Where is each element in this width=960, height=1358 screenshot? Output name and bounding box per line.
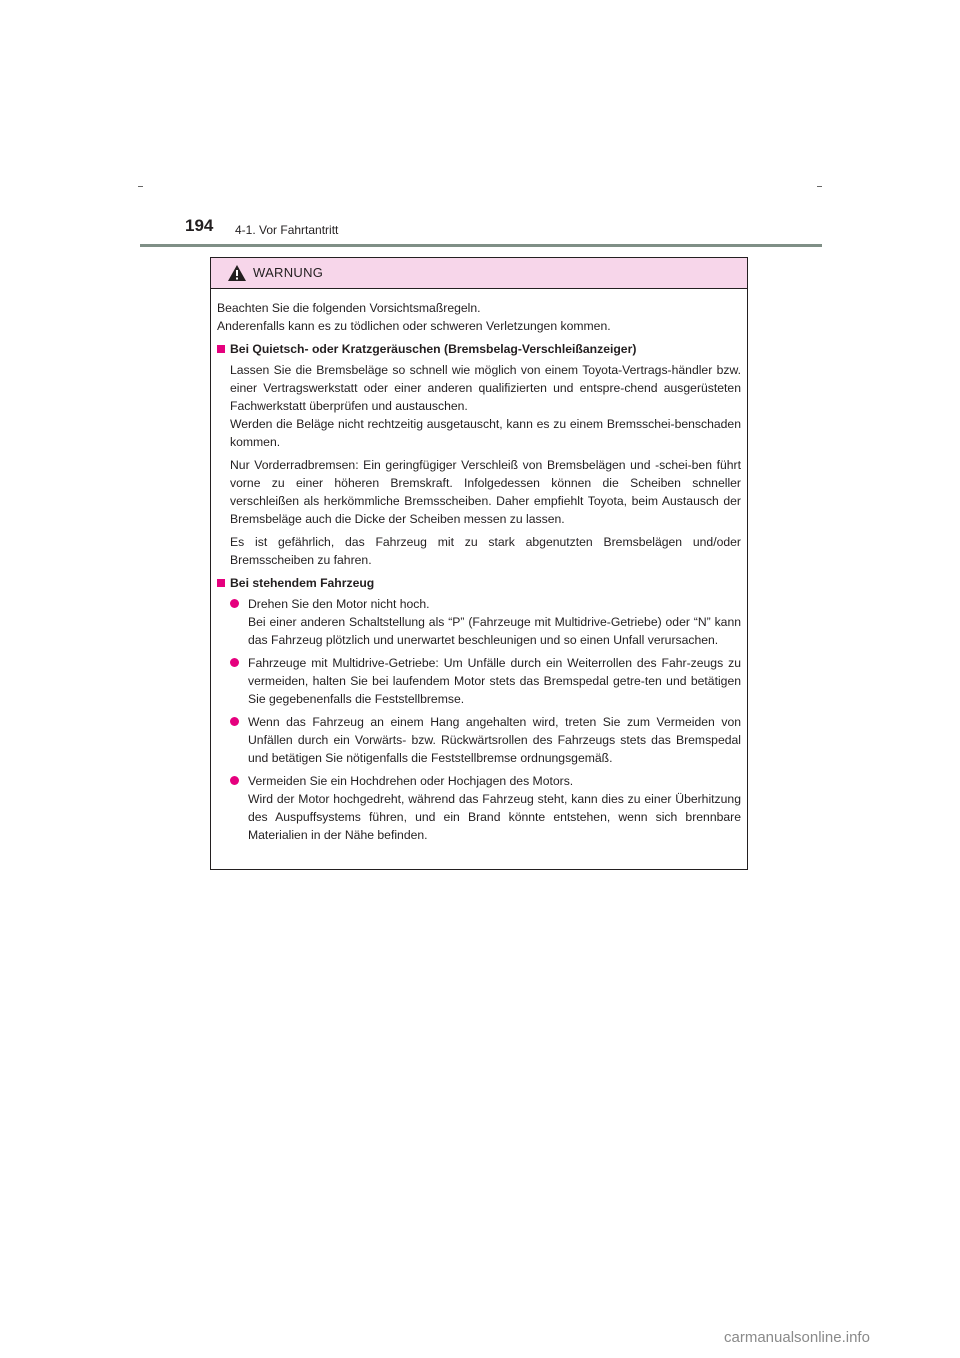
paragraph: Werden die Beläge nicht rechtzeitig ausgetauscht, kann es zu einem Bremsschei-benschaden kommen. <box>230 417 741 449</box>
warning-intro <box>217 299 741 335</box>
crop-mark-right <box>817 186 822 187</box>
page-header <box>140 216 822 246</box>
watermark-url: carmanualsonline.info <box>724 1329 870 1346</box>
bullet-item <box>230 654 741 708</box>
bullet-item <box>230 772 741 844</box>
header-rule <box>140 244 822 247</box>
bullet-line: Wird der Motor hochgedreht, während das Fahrzeug steht, kann dies zu einer Überhitzung des Auspuffsystems führen, und ein Brand könnte entstehen, wenn sich brennbare Materialien in der Nähe befinden. <box>248 792 741 842</box>
bullet-line: Drehen Sie den Motor nicht hoch. <box>248 597 430 611</box>
bullet-line: Vermeiden Sie ein Hochdrehen oder Hochjagen des Motors. <box>248 774 574 788</box>
warning-box <box>210 257 748 870</box>
intro-line: Beachten Sie die folgenden Vorsichtsmaßregeln. <box>217 301 481 315</box>
warning-header <box>211 258 747 289</box>
bullet-list <box>217 595 741 844</box>
section-heading-stationary: Bei stehendem Fahrzeug <box>217 574 741 592</box>
bullet-line: Fahrzeuge mit Multidrive-Getriebe: Um Unfälle durch ein Weiterrollen des Fahr-zeugs zu vermeiden, halten Sie bei laufendem Motor stets das Bremspedal getre-ten und betätigen Sie gegebenenfalls die Feststellbremse. <box>248 656 741 706</box>
paragraph: Lassen Sie die Bremsbeläge so schnell wie möglich von einem Toyota-Vertrags-händler bzw. einer Vertragswerkstatt oder einer anderen qualifizierten und entspre-chend ausgerüsteten Fachwerkstatt überprüfen und austauschen. <box>230 363 741 413</box>
paragraph: Nur Vorderradbremsen: Ein geringfügiger Verschleiß von Bremsbelägen und -schei-ben führt vorne zu einer höheren Bremskraft. Infolgedessen können die Scheiben schneller verschleißen als herkömmliche Bremsscheiben. Daher empfiehlt Toyota, beim Austausch der Bremsbeläge auch die Dicke der Scheiben messen zu lassen. <box>230 458 741 526</box>
warning-title: WARNUNG <box>253 265 324 280</box>
section-body-brake-wear <box>217 361 741 569</box>
section-heading-brake-wear: Bei Quietsch- oder Kratzgeräuschen (Bremsbelag-Verschleißanzeiger) <box>217 340 741 358</box>
bullet-line: Wenn das Fahrzeug an einem Hang angehalten wird, treten Sie zum Vermeiden von Unfällen durch ein Vorwärts- bzw. Rückwärtsrollen des Fahrzeugs stets das Bremspedal und betätigen Sie nötigenfalls die Feststellbremse ordnungsgemäß. <box>248 715 741 765</box>
bullet-line: Bei einer anderen Schaltstellung als “P” (Fahrzeuge mit Multidrive-Getriebe) oder “N” kann das Fahrzeug plötzlich und unerwartet beschleunigen und so einen Unfall verursachen. <box>248 615 741 647</box>
bullet-item <box>230 713 741 767</box>
page-number: 194 <box>185 216 214 235</box>
paragraph: Es ist gefährlich, das Fahrzeug mit zu stark abgenutzten Bremsbelägen und/oder Bremsscheiben zu fahren. <box>230 535 741 567</box>
warning-triangle-icon <box>227 264 247 282</box>
section-title: 4-1. Vor Fahrtantritt <box>235 223 339 237</box>
intro-line: Anderenfalls kann es zu tödlichen oder schweren Verletzungen kommen. <box>217 319 611 333</box>
crop-mark-left <box>138 186 143 187</box>
bullet-item <box>230 595 741 649</box>
warning-body <box>211 289 747 844</box>
